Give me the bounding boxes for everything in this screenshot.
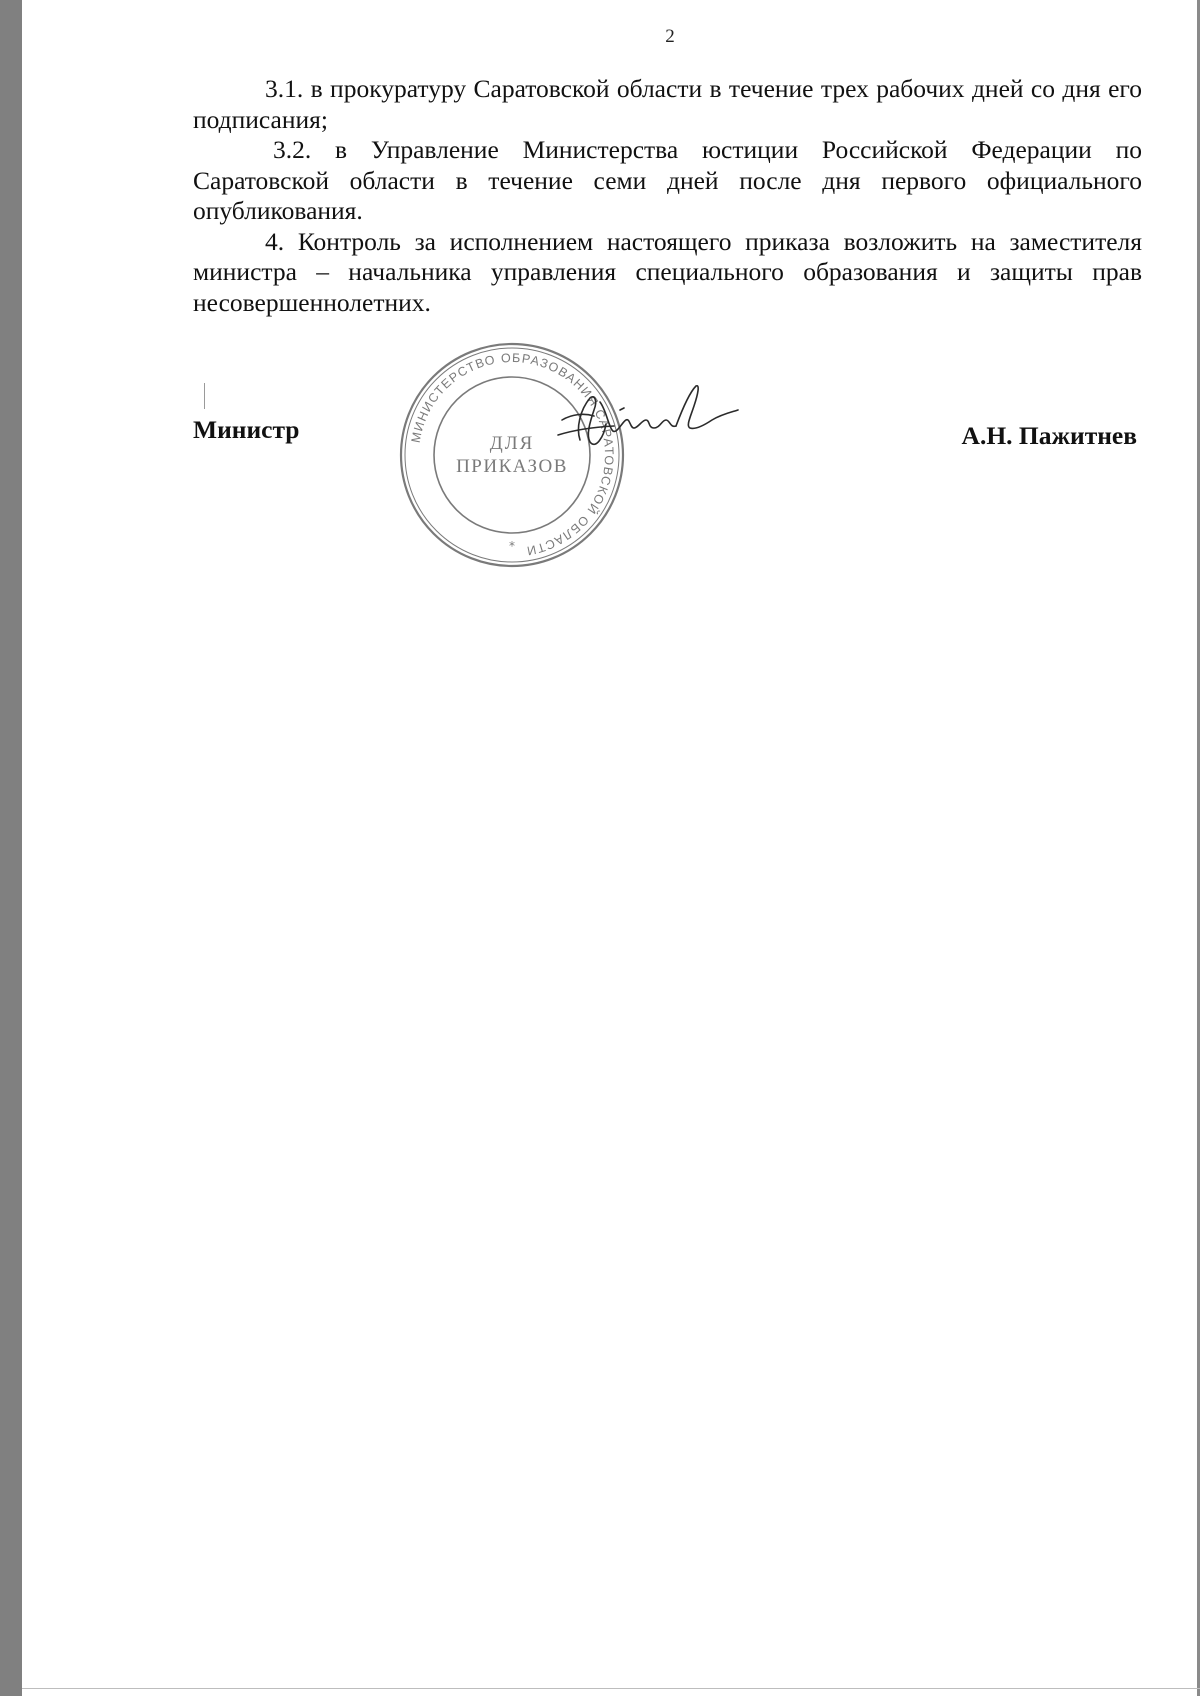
document-body: [193, 74, 1142, 318]
stamp-ring-textpath: МИНИСТЕРСТВО ОБРАЗОВАНИЯ САРАТОВСКОЙ ОБЛАСТИ: [408, 350, 617, 558]
page-number: 2: [665, 26, 675, 47]
margin-mark: [204, 383, 205, 409]
scan-bottom-edge: [22, 1688, 1200, 1689]
stamp-center-line-2: ПРИКАЗОВ: [456, 456, 568, 477]
scan-left-edge: [0, 0, 22, 1696]
stamp-center-line-1: ДЛЯ: [489, 433, 535, 454]
signatory-name: А.Н. Пажитнев: [961, 421, 1137, 450]
paragraph-3-2: 3.2. в Управление Министерства юстиции Российской Федерации по Саратовской области в течение семи дней после дня первого официального опубликования.: [193, 135, 1142, 225]
handwritten-signature: [550, 380, 740, 465]
paragraph-4: 4. Контроль за исполнением настоящего приказа возложить на заместителя министра – начальника управления специального образования и защиты прав несовершеннолетних.: [193, 226, 1142, 317]
stamp-star: *: [509, 539, 515, 553]
paragraph-3-1: 3.1. в прокуратуру Саратовской области в течение трех рабочих дней со дня его подписания;: [193, 74, 1142, 134]
signatory-title: Министр: [193, 415, 300, 444]
